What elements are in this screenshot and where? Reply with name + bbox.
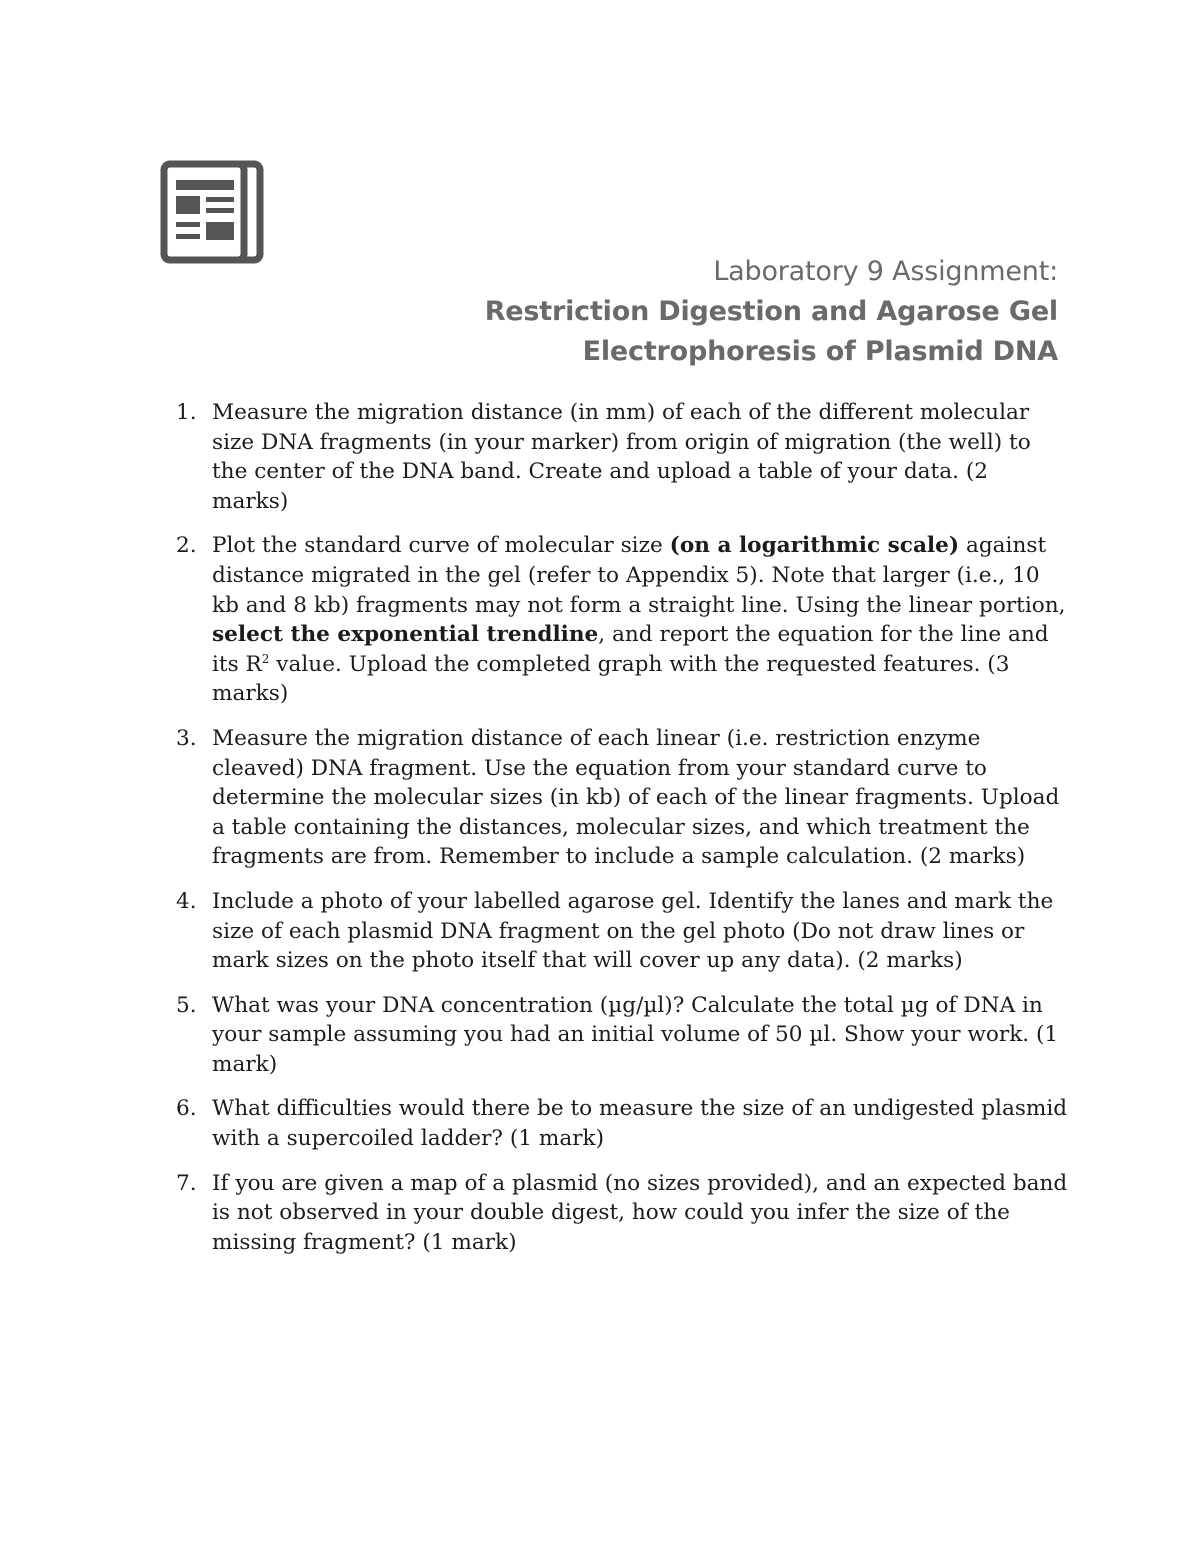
question-text: If you are given a map of a plasmid (no sizes provided), and an expected band is not observed in your double digest, how could you infer the size of the missing fragment? (1 mark): [212, 1170, 1068, 1255]
question-number: 6.: [176, 1096, 197, 1122]
question-text: What was your DNA concentration (µg/µl)? Calculate the total µg of DNA in your sample assuming you had an initial volume of 50 µl. Show your work. (1 mark): [212, 992, 1059, 1077]
question-text: What difficulties would there be to measure the size of an undigested plasmid with a supercoiled ladder? (1 mark): [212, 1096, 1068, 1152]
document-title: [485, 252, 1058, 372]
superscript: 2: [261, 651, 270, 666]
question-list: [170, 398, 1070, 1272]
title-line-3: Electrophoresis of Plasmid DNA: [582, 336, 1058, 367]
question-text: Include a photo of your labelled agarose gel. Identify the lanes and mark the size of each plasmid DNA fragment on the gel photo (Do not draw lines or mark sizes on the photo itself that will cover up any data). (2 marks): [212, 888, 1054, 974]
question-item: [170, 1094, 1070, 1153]
question-emphasis: select the exponential trendline: [212, 622, 599, 648]
title-line-2: Restriction Digestion and Agarose Gel: [484, 296, 1058, 327]
question-text-part: value. Upload the completed graph with the requested features. (3 marks): [212, 651, 1010, 707]
question-item: [170, 531, 1070, 709]
question-text: Measure the migration distance (in mm) of each of the different molecular size DNA fragments (in your marker) from origin of migration (the well) to the center of the DNA band. Create and upload a table of your data. (2 marks): [212, 400, 1031, 514]
question-text-part: Plot the standard curve of molecular size: [212, 533, 670, 559]
question-number: 7.: [176, 1170, 197, 1196]
question-item: [170, 398, 1070, 516]
question-item: [170, 724, 1070, 872]
question-item: [170, 1169, 1070, 1258]
question-number: 2.: [176, 533, 197, 559]
question-item: [170, 991, 1070, 1080]
question-number: 4.: [176, 888, 197, 914]
title-line-1: Laboratory 9 Assignment:: [713, 256, 1058, 287]
question-number: 5.: [176, 992, 197, 1018]
question-item: [170, 887, 1070, 976]
question-text: Measure the migration distance of each linear (i.e. restriction enzyme cleaved) DNA fragment. Use the equation from your standard curve to determine the molecular sizes (in kb) of each of the linear fragments. Upload a table containing the distances, molecular sizes, and which treatment the fragments are from. Remember to include a sample calculation. (2 marks): [212, 725, 1060, 870]
question-text-part: , and report the equation for the line and its R: [212, 622, 1049, 677]
question-number: 3.: [176, 725, 197, 751]
newspaper-icon: [160, 160, 264, 264]
question-emphasis: (on a logarithmic scale): [669, 533, 960, 559]
question-number: 1.: [176, 400, 197, 425]
question-text-part: against distance migrated in the gel (refer to Appendix 5). Note that larger (i.e., 10 kb and 8 kb) fragments may not form a straight line. Using the linear portion,: [212, 533, 1066, 618]
